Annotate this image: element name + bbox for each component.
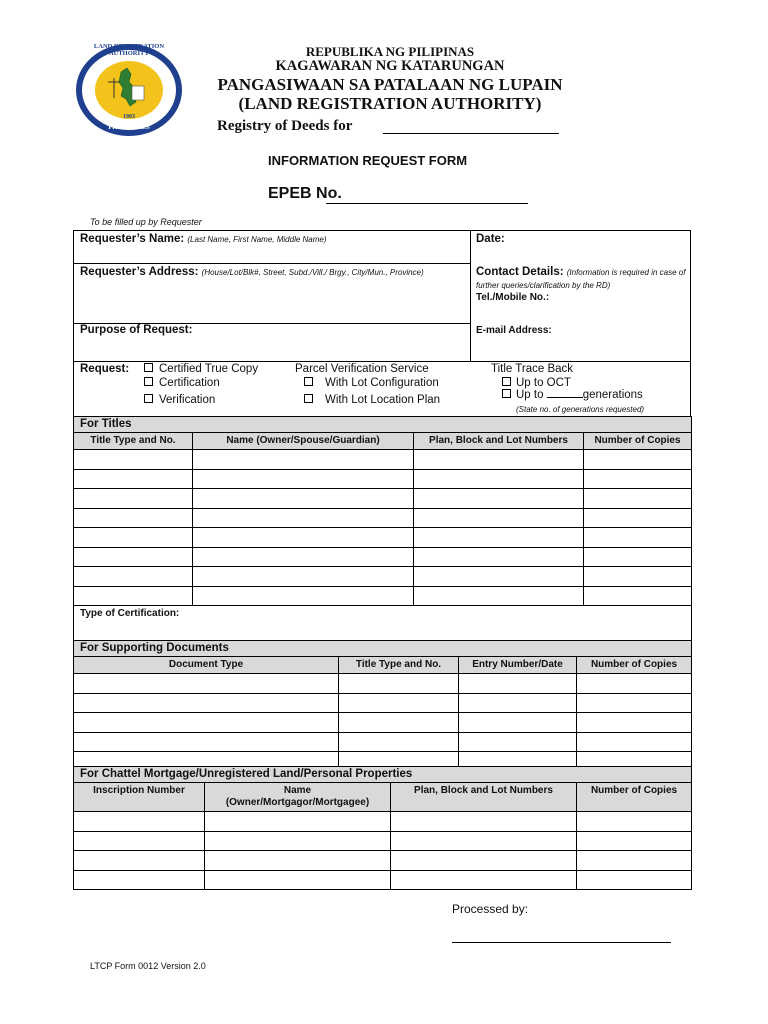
column-header: Title Type and No.: [74, 433, 193, 450]
table-cell[interactable]: [193, 489, 414, 509]
table-cell[interactable]: [584, 528, 692, 548]
titles-band: For Titles: [74, 417, 692, 433]
column-header: Document Type: [74, 657, 339, 674]
table-cell[interactable]: [74, 567, 193, 587]
table-cell[interactable]: [74, 713, 339, 733]
column-header-sub: (Owner/Mortgagor/Mortgagee): [225, 797, 370, 808]
column-header: Number of Copies: [584, 433, 692, 450]
seal-text-top: LAND REGISTRATION AUTHORITY: [93, 43, 165, 57]
supporting-documents-table: [73, 640, 692, 772]
table-cell[interactable]: [74, 693, 339, 713]
table-cell[interactable]: [414, 567, 584, 587]
option-lot-configuration[interactable]: [304, 377, 439, 389]
table-cell[interactable]: [414, 547, 584, 567]
column-header: Name (Owner/Spouse/Guardian): [193, 433, 414, 450]
checkbox[interactable]: [304, 394, 313, 403]
seal-year: 1903: [123, 114, 135, 120]
table-cell[interactable]: [414, 489, 584, 509]
requester-name-field[interactable]: [80, 233, 464, 245]
table-cell[interactable]: [74, 870, 205, 890]
table-row: [74, 528, 692, 548]
column-header: Entry Number/Date: [459, 657, 577, 674]
request-options: [73, 360, 691, 416]
table-row: [74, 812, 692, 832]
titles-table: [73, 416, 692, 645]
header-agency-filipino: PANGASIWAAN SA PATALAAN NG LUPAIN: [217, 75, 563, 94]
type-of-certification-field[interactable]: [74, 606, 692, 645]
parcel-verification-title: Parcel Verification Service: [295, 363, 429, 375]
table-cell[interactable]: [414, 586, 584, 606]
table-cell[interactable]: [193, 547, 414, 567]
table-cell[interactable]: [584, 450, 692, 470]
requester-address-label: Requester’s Address:: [80, 266, 199, 278]
table-row: [74, 831, 692, 851]
table-cell[interactable]: [193, 450, 414, 470]
epeb-label: EPEB No.: [268, 185, 342, 202]
table-cell[interactable]: [577, 674, 692, 694]
chattel-band: For Chattel Mortgage/Unregistered Land/Personal Properties: [74, 767, 692, 783]
table-cell[interactable]: [339, 674, 459, 694]
table-cell[interactable]: [205, 851, 391, 871]
table-cell[interactable]: [74, 469, 193, 489]
option-certification[interactable]: [144, 377, 220, 389]
table-cell[interactable]: [391, 831, 577, 851]
requester-name-label: Requester’s Name:: [80, 233, 185, 245]
table-cell[interactable]: [577, 713, 692, 733]
table-cell[interactable]: [74, 674, 339, 694]
checkbox[interactable]: [144, 377, 153, 386]
table-cell[interactable]: [391, 812, 577, 832]
checkbox[interactable]: [502, 377, 511, 386]
column-header: Inscription Number: [74, 783, 205, 812]
processed-by-label: Processed by:: [452, 902, 529, 916]
table-cell[interactable]: [459, 713, 577, 733]
option-certified-true-copy[interactable]: [144, 363, 258, 375]
table-row: [74, 870, 692, 890]
table-row: [74, 469, 692, 489]
table-cell[interactable]: [205, 831, 391, 851]
table-cell[interactable]: [584, 508, 692, 528]
table-cell[interactable]: [577, 693, 692, 713]
table-cell[interactable]: [339, 693, 459, 713]
table-cell[interactable]: [577, 831, 692, 851]
option-label: Verification: [159, 394, 216, 406]
option-label: Up to OCT: [516, 377, 571, 389]
table-cell[interactable]: [577, 851, 692, 871]
table-row: [74, 489, 692, 509]
table-cell[interactable]: [74, 851, 205, 871]
table-row: [74, 586, 692, 606]
table-row: [74, 547, 692, 567]
table-cell[interactable]: [414, 450, 584, 470]
table-row: [74, 693, 692, 713]
table-cell[interactable]: [193, 508, 414, 528]
generations-field[interactable]: [547, 387, 583, 398]
table-cell[interactable]: [414, 508, 584, 528]
column-header: Number of Copies: [577, 783, 692, 812]
checkbox[interactable]: [144, 394, 153, 403]
requester-address-field[interactable]: [80, 266, 468, 278]
epeb-field[interactable]: [326, 203, 528, 204]
table-cell[interactable]: [391, 851, 577, 871]
table-row: [74, 450, 692, 470]
table-cell[interactable]: [193, 567, 414, 587]
table-cell[interactable]: [74, 586, 193, 606]
column-header-name: [205, 783, 391, 812]
header-department: KAGAWARAN NG KATARUNGAN: [275, 58, 505, 74]
column-header: Plan, Block and Lot Numbers: [391, 783, 577, 812]
table-cell[interactable]: [339, 713, 459, 733]
table-cell[interactable]: [74, 528, 193, 548]
table-cell[interactable]: [391, 870, 577, 890]
filled-by-note: To be filled up by Requester: [90, 217, 202, 227]
contact-details: [476, 266, 686, 292]
type-of-certification-label: Type of Certification:: [80, 608, 180, 619]
column-header: Name: [283, 785, 312, 796]
table-cell[interactable]: [459, 674, 577, 694]
table-cell[interactable]: [584, 547, 692, 567]
table-cell[interactable]: [459, 693, 577, 713]
lra-seal: [74, 42, 184, 138]
processed-by-signature-field[interactable]: [452, 942, 671, 943]
seal-text-bottom: PHILIPPINES: [108, 124, 150, 131]
table-cell[interactable]: [339, 732, 459, 752]
form-version: LTCP Form 0012 Version 2.0: [90, 961, 206, 971]
table-cell[interactable]: [577, 870, 692, 890]
option-verification[interactable]: [144, 394, 215, 406]
supporting-band: For Supporting Documents: [74, 641, 692, 657]
tel-label[interactable]: Tel./Mobile No.:: [476, 292, 550, 303]
chattel-mortgage-table: [73, 766, 692, 890]
table-cell[interactable]: [205, 812, 391, 832]
table-cell[interactable]: [584, 489, 692, 509]
checkbox[interactable]: [144, 363, 153, 372]
checkbox[interactable]: [502, 389, 511, 398]
table-cell[interactable]: [577, 732, 692, 752]
requester-section: [73, 230, 691, 362]
option-label: Certification: [159, 377, 220, 389]
table-cell[interactable]: [193, 586, 414, 606]
form-title: INFORMATION REQUEST FORM: [268, 153, 468, 168]
option-label: With Lot Location Plan: [325, 394, 441, 406]
checkbox[interactable]: [304, 377, 313, 386]
option-label: Certified True Copy: [159, 363, 259, 375]
table-cell[interactable]: [584, 469, 692, 489]
title-trace-back-title: Title Trace Back: [491, 363, 574, 375]
generations-label: generations: [582, 389, 643, 401]
table-cell[interactable]: [584, 586, 692, 606]
table-cell[interactable]: [584, 567, 692, 587]
option-label: With Lot Configuration: [325, 377, 439, 389]
table-cell[interactable]: [74, 812, 205, 832]
table-cell[interactable]: [74, 450, 193, 470]
table-cell[interactable]: [205, 870, 391, 890]
table-cell[interactable]: [74, 489, 193, 509]
generations-note: (State no. of generations requested): [516, 405, 645, 414]
registry-field[interactable]: [383, 133, 559, 134]
table-row: [74, 851, 692, 871]
table-row: [74, 732, 692, 752]
table-cell[interactable]: [74, 547, 193, 567]
contact-details-note: (Information is required in case of further queries/clarification by the RD): [476, 268, 686, 290]
table-cell[interactable]: [74, 732, 339, 752]
option-up-to-generations[interactable]: [502, 387, 643, 401]
purpose-label[interactable]: Purpose of Request:: [80, 324, 193, 336]
option-lot-location-plan[interactable]: [304, 394, 440, 406]
header-agency-english: (LAND REGISTRATION AUTHORITY): [238, 94, 542, 113]
registry-label: Registry of Deeds for: [217, 118, 353, 134]
table-row: [74, 674, 692, 694]
table-cell[interactable]: [193, 528, 414, 548]
column-header: Number of Copies: [577, 657, 692, 674]
request-label: Request:: [80, 363, 130, 375]
table-row: [74, 508, 692, 528]
header-republic: REPUBLIKA NG PILIPINAS: [305, 44, 475, 59]
column-header: Title Type and No.: [339, 657, 459, 674]
contact-details-label: Contact Details:: [476, 266, 564, 278]
table-cell[interactable]: [74, 508, 193, 528]
table-cell[interactable]: [577, 812, 692, 832]
table-cell[interactable]: [74, 831, 205, 851]
column-header: Plan, Block and Lot Numbers: [414, 433, 584, 450]
table-row: [74, 713, 692, 733]
table-cell[interactable]: [414, 469, 584, 489]
option-label: Up to: [516, 389, 544, 401]
email-label[interactable]: E-mail Address:: [476, 325, 552, 336]
table-row: [74, 567, 692, 587]
table-cell[interactable]: [459, 732, 577, 752]
requester-address-note: (House/Lot/Blk#, Street, Subd./Vill./ Brgy., City/Mun., Province): [201, 268, 424, 277]
date-label[interactable]: Date:: [476, 233, 505, 245]
table-cell[interactable]: [193, 469, 414, 489]
requester-name-note: (Last Name, First Name, Middle Name): [187, 235, 327, 244]
table-cell[interactable]: [414, 528, 584, 548]
